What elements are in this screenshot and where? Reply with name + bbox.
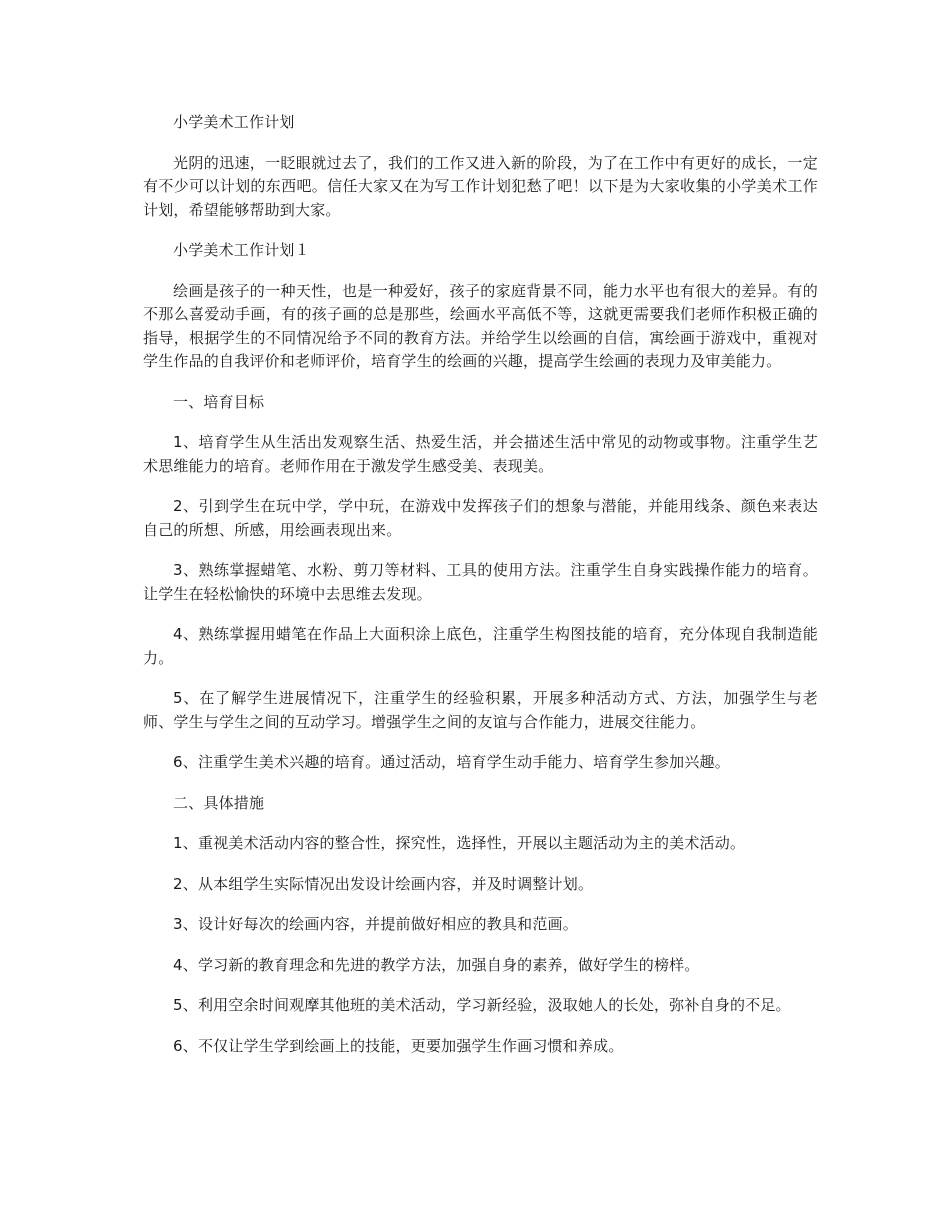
measures-heading: 二、具体措施 (173, 793, 265, 812)
document-page (143, 111, 818, 1075)
measure-item: 1、重视美术活动内容的整合性，探究性，选择性，开展以主题活动为主的美术活动。 (173, 834, 746, 852)
goals-heading: 一、培育目标 (173, 392, 265, 411)
measure-item: 5、利用空余时间观摩其他班的美术活动，学习新经验，汲取她人的长处，弥补自身的不足。 (173, 996, 791, 1014)
document-title: 小学美术工作计划 (173, 113, 295, 131)
section-title: 小学美术工作计划１ (173, 241, 310, 259)
goal-item: 2、引到学生在玩中学，学中玩，在游戏中发挥孩子们的想象与潜能，并能用线条、颜色来表达自己的所想、所感，用绘画表现出来。 (143, 497, 818, 539)
measure-item: 6、不仅让学生学到绘画上的技能，更要加强学生作画习惯和养成。 (173, 1036, 624, 1055)
intro-paragraph: 光阴的迅速，一眨眼就过去了，我们的工作又进入新的阶段，为了在工作中有更好的成长，一定有不少可以计划的东西吧。信任大家又在为写工作计划犯愁了吧！以下是为大家收集的小学美术工作计划，希望能够帮助到大家。 (143, 153, 818, 219)
goal-item: 6、注重学生美术兴趣的培育。通过活动，培育学生动手能力、培育学生参加兴趣。 (173, 753, 730, 771)
measure-item: 2、从本组学生实际情况出发设计绘画内容，并及时调整计划。 (173, 874, 594, 893)
measure-item: 4、学习新的教育理念和先进的教学方法，加强自身的素养，做好学生的榜样。 (173, 955, 700, 974)
goal-item: 3、熟练掌握蜡笔、水粉、剪刀等材料、工具的使用方法。注重学生自身实践操作能力的培育。让学生在轻松愉快的环境中去思维去发现。 (143, 561, 818, 603)
goal-item: 4、熟练掌握用蜡笔在作品上大面积涂上底色，注重学生构图技能的培育，充分体现自我制造能力。 (143, 625, 818, 667)
goal-item: 5、在了解学生进展情况下，注重学生的经验积累，开展多种活动方式、方法，加强学生与老师、学生与学生之间的互动学习。增强学生之间的友谊与合作能力，进展交往能力。 (143, 689, 818, 731)
overview-paragraph: 绘画是孩子的一种天性，也是一种爱好，孩子的家庭背景不同，能力水平也有很大的差异。有的不那么喜爱动手画，有的孩子画的总是那些，绘画水平高低不等，这就更需要我们老师作积极正确的指导，根据学生的不同情况给予不同的教育方法。并给学生以绘画的自信，寓绘画于游戏中，重视对学生作品的自我评价和老师评价，培育学生的绘画的兴趣，提高学生绘画的表现力及审美能力。 (143, 281, 818, 370)
goal-item: 1、培育学生从生活出发观察生活、热爱生活，并会描述生活中常见的动物或事物。注重学生艺术思维能力的培育。老师作用在于激发学生感受美、表现美。 (143, 433, 818, 475)
measure-item: 3、设计好每次的绘画内容，并提前做好相应的教具和范画。 (173, 915, 578, 933)
